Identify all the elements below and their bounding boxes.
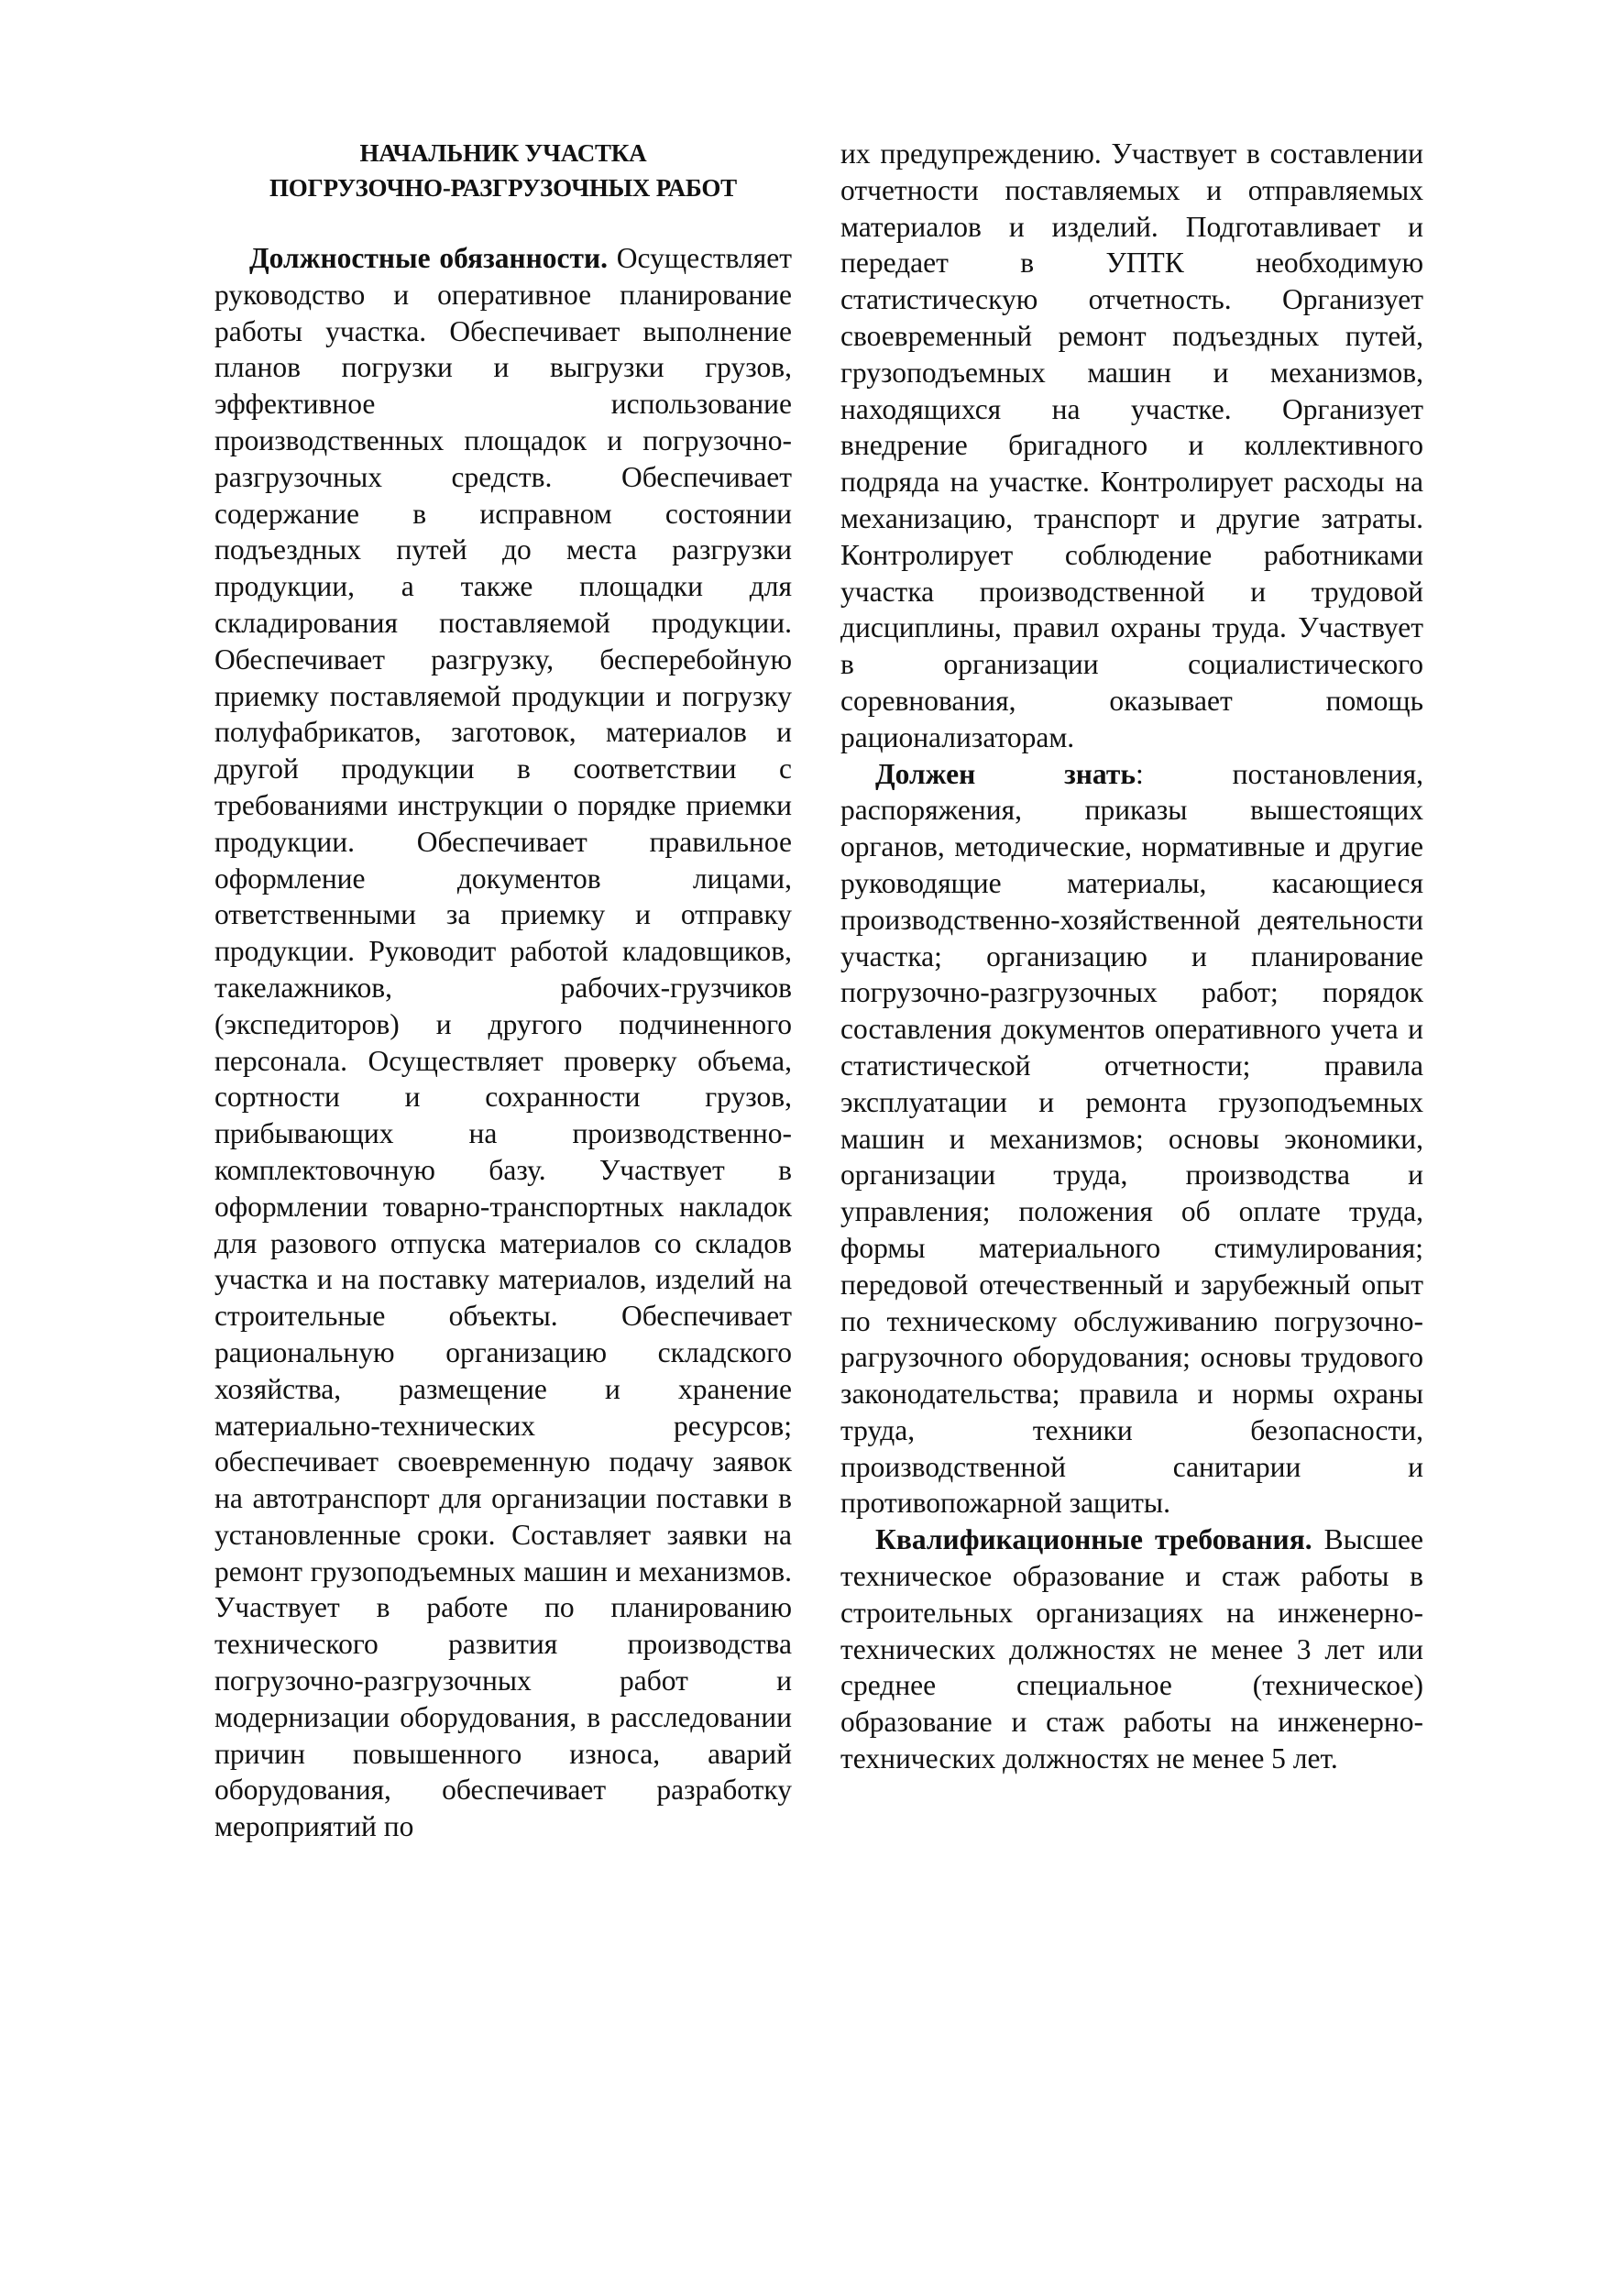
qualification-paragraph [840,1522,1423,1777]
title-line-1: НАЧАЛЬНИК УЧАСТКА [359,139,647,167]
right-column [840,136,1423,1777]
duties-text-right: их предупреждению. Участвует в составлении отчетности поставляемых и отправляемых материалов и изделий. Подготавливает и передает в УПТК необходимую статистическую отчетность. Организует своевременный ремонт подъездных путей, грузоподъемных машин и механизмов, находящихся на участке. Организует внедрение бригадного и коллективного подряда на участке. Контролирует расходы на механизацию, транспорт и другие затраты. Контролирует соблюдение работниками участка производственной и трудовой дисциплины, правил охраны труда. Участвует в организации социалистического соревнования, оказывает помощь рационализаторам. [840,137,1423,753]
document-title [214,136,792,205]
qualification-heading: Квалификационные требования. [875,1523,1312,1556]
knowledge-paragraph [840,756,1423,1522]
knowledge-text: : постановления, распоряжения, приказы вышестоящих органов, методические, нормативные и другие руководящие материалы, касающиеся производственно-хозяйственной деятельности участка; организацию и планирование погрузочно-разгрузочных работ; порядок составления документов оперативного учета и статистической отчетности; правила эксплуатации и ремонта грузоподъемных машин и механизмов; основы экономики, организации труда, производства и управления; положения об оплате труда, формы материального стимулирования; передовой отечественный и зарубежный опыт по техническому обслуживанию погрузочно-рагрузочного оборудования; основы трудового законодательства; правила и нормы охраны труда, техники безопасности, производственной санитарии и противопожарной защиты. [840,757,1423,1520]
duties-paragraph [214,240,792,1845]
qualification-text: Высшее техническое образование и стаж работы в строительных организациях на инженерно-технических должностях не менее 3 лет или среднее специальное (техническое) образование и стаж работы на инженерно-технических должностях не менее 5 лет. [840,1523,1423,1775]
duties-text-left: Осуществляет руководство и оперативное планирование работы участка. Обеспечивает выполнение планов погрузки и выгрузки грузов, эффективное использование производственных площадок и погрузочно-разгрузочных средств. Обеспечивает содержание в исправном состоянии подъездных путей до места разгрузки продукции, а также площадки для складирования поставляемой продукции. Обеспечивает разгрузку, бесперебойную приемку поставляемой продукции и погрузку полуфабрикатов, заготовок, материалов и другой продукции в соответствии с требованиями инструкции о порядке приемки продукции. Обеспечивает правильное оформление документов лицами, ответственными за приемку и отправку продукции. Руководит работой кладовщиков, такелажников, рабочих-грузчиков (экспедиторов) и другого подчиненного персонала. Осуществляет проверку объема, сортности и сохранности грузов, прибывающих на производственно-комплектовочную базу. Участвует в оформлении товарно-транспортных накладок для разового отпуска материалов со складов участка и на поставку материалов, изделий на строительные объекты. Обеспечивает рациональную организацию складского хозяйства, размещение и хранение материально-технических ресурсов; обеспечивает своевременную подачу заявок на автотранспорт для организации поставки в установленные сроки. Составляет заявки на ремонт грузоподъемных машин и механизмов. Участвует в работе по планированию технического развития производства погрузочно-разгрузочных работ и модернизации оборудования, в расследовании причин повышенного износа, аварий оборудования, обеспечивает разработку мероприятий по [214,242,793,1843]
duties-continuation [840,136,1423,756]
duties-heading: Должностные обязанности. [249,242,609,274]
knowledge-heading: Должен знать [875,757,1136,790]
left-column [214,136,792,1845]
title-line-2: ПОГРУЗОЧНО-РАЗГРУЗОЧНЫХ РАБОТ [269,174,737,202]
